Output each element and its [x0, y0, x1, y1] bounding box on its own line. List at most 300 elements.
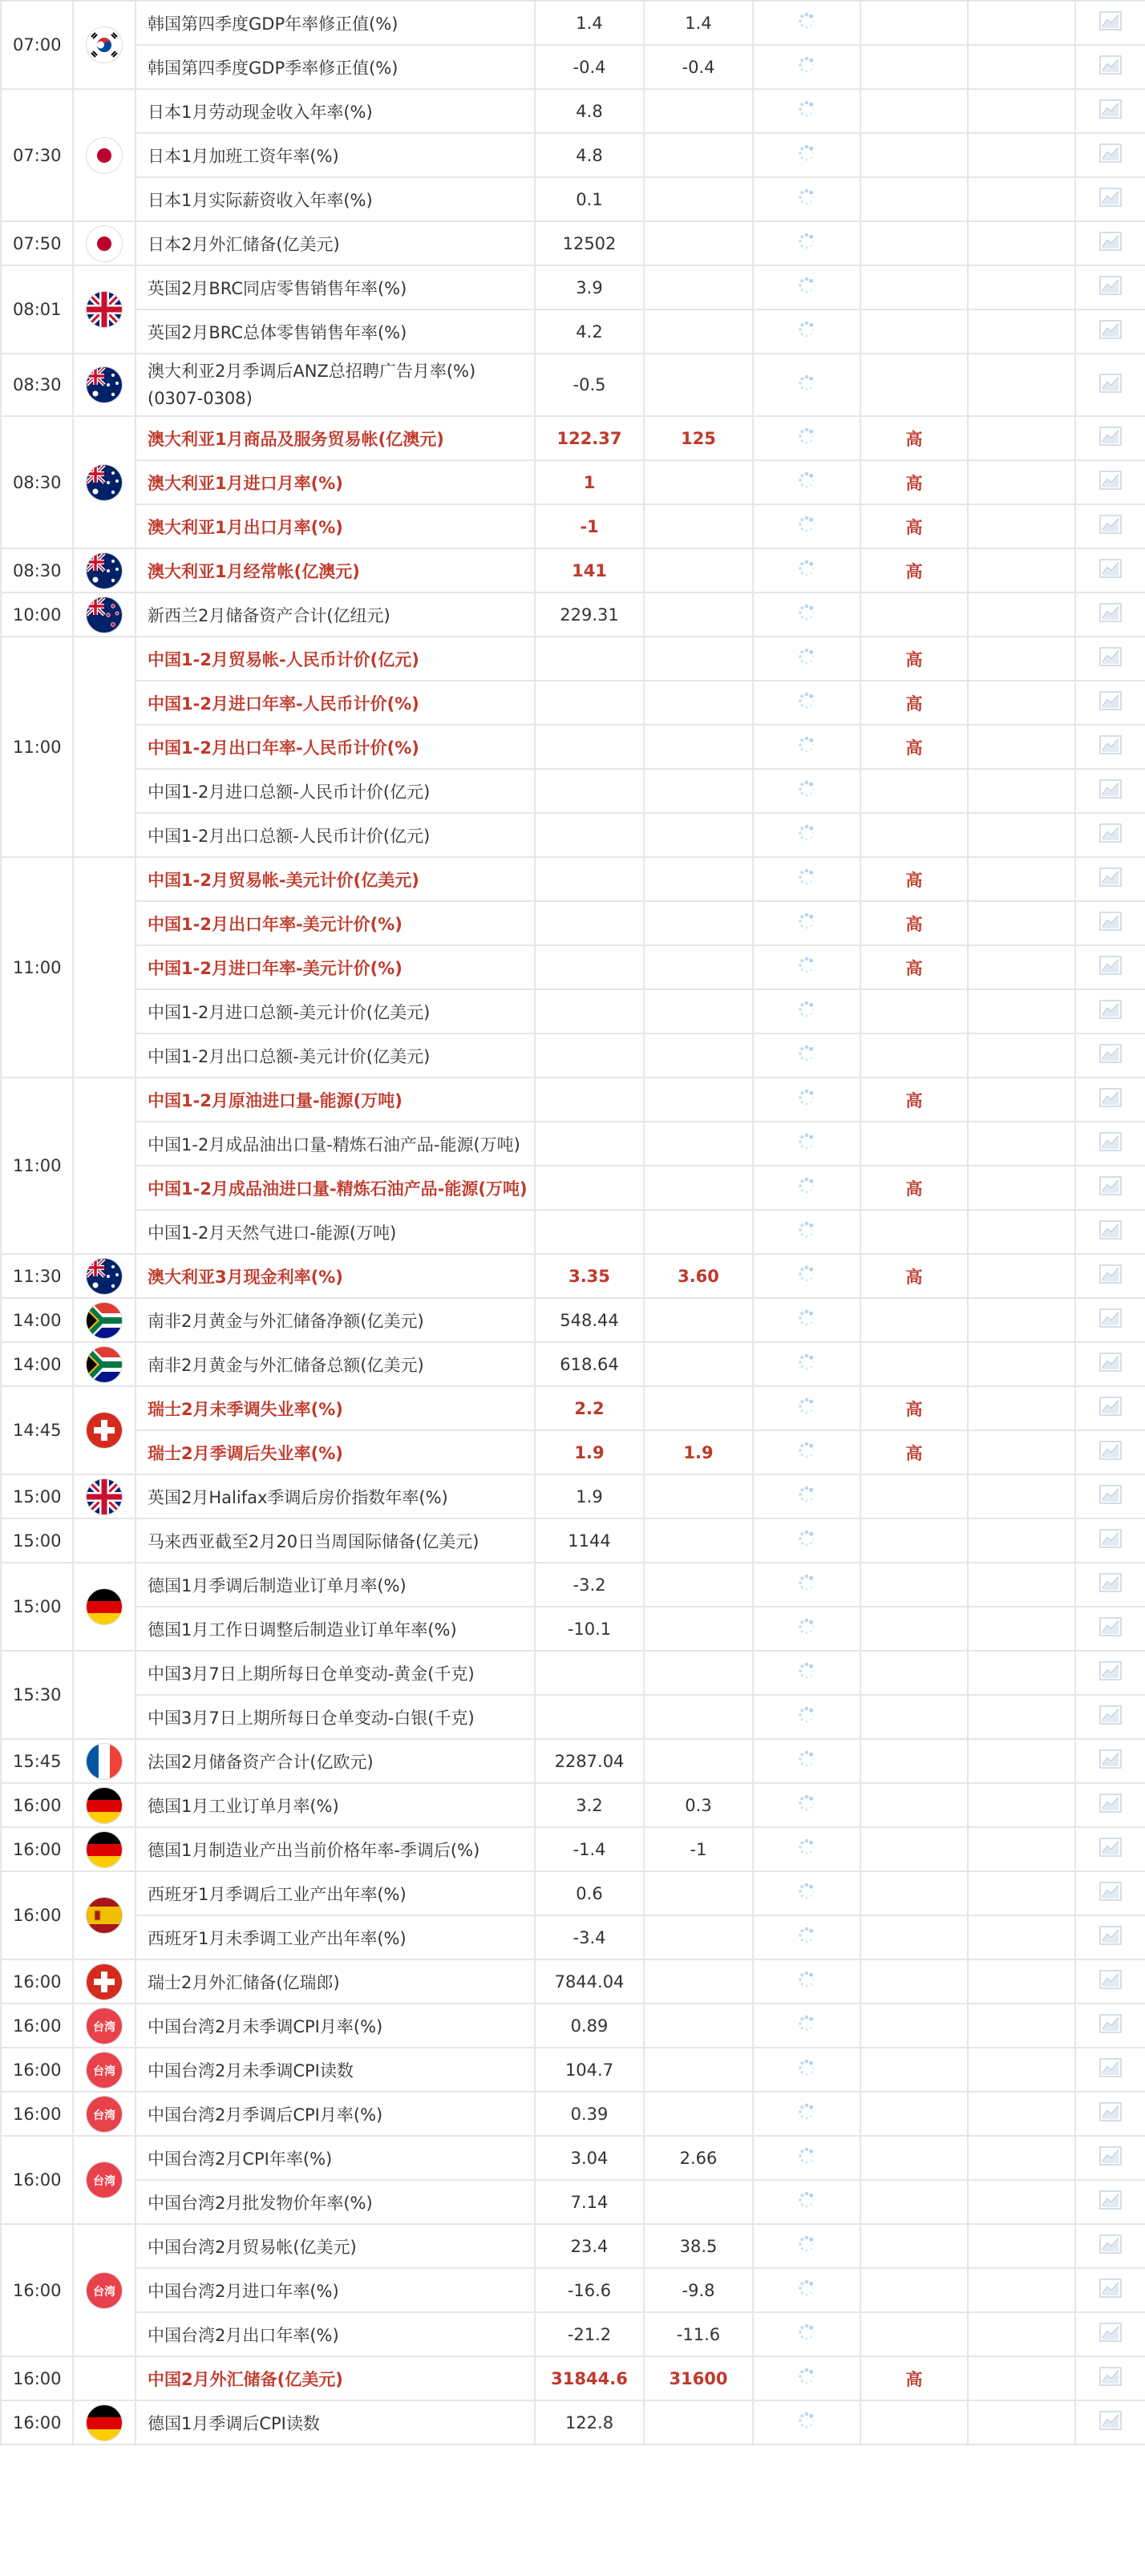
chart-icon[interactable]: [1099, 99, 1122, 123]
actual-value-cell: [753, 1695, 860, 1739]
event-name[interactable]: 中国1-2月出口总额-美元计价(亿美元): [136, 1033, 535, 1078]
table-row[interactable]: [1, 945, 1145, 989]
event-name[interactable]: 中国台湾2月季调后CPI月率(%): [136, 2092, 535, 2136]
event-name[interactable]: 中国1-2月贸易帐-人民币计价(亿元): [136, 637, 535, 681]
event-name[interactable]: 中国1-2月进口年率-美元计价(%): [136, 945, 535, 989]
australia-flag-icon: [87, 1259, 122, 1294]
country-flag-cell: [73, 1254, 136, 1298]
table-row[interactable]: [1, 1386, 1145, 1430]
table-row[interactable]: [1, 133, 1145, 177]
table-row[interactable]: [1, 2400, 1145, 2445]
loading-spinner-icon: [796, 2234, 817, 2259]
table-row[interactable]: [1, 681, 1145, 725]
table-row[interactable]: [1, 2048, 1145, 2092]
event-name[interactable]: 英国2月BRC总体零售销售年率(%): [136, 309, 535, 354]
chart-icon[interactable]: [1099, 2323, 1122, 2346]
chart-icon[interactable]: [1099, 1793, 1122, 1817]
table-row[interactable]: [1, 460, 1145, 504]
event-name[interactable]: 中国1-2月天然气进口-能源(万吨): [136, 1210, 535, 1254]
loading-spinner-icon: [796, 1837, 817, 1862]
event-name[interactable]: 中国1-2月出口年率-人民币计价(%): [136, 725, 535, 769]
chart-link-cell[interactable]: [1075, 2400, 1145, 2445]
event-name[interactable]: 中国台湾2月CPI年率(%): [136, 2136, 535, 2180]
chart-link-cell[interactable]: [1075, 637, 1145, 681]
table-row[interactable]: [1, 416, 1145, 460]
event-name[interactable]: 中国2月外汇储备(亿美元): [136, 2356, 535, 2400]
event-name[interactable]: 瑞士2月季调后失业率(%): [136, 1430, 535, 1474]
event-name[interactable]: 日本1月实际薪资收入年率(%): [136, 177, 535, 221]
chart-link-cell[interactable]: [1075, 354, 1145, 416]
table-row[interactable]: [1, 89, 1145, 133]
table-row[interactable]: [1, 1695, 1145, 1739]
chart-link-cell[interactable]: [1075, 989, 1145, 1033]
event-name[interactable]: 日本1月劳动现金收入年率(%): [136, 89, 535, 133]
chart-icon[interactable]: [1099, 559, 1122, 582]
chart-link-cell[interactable]: [1075, 681, 1145, 725]
chart-link-cell[interactable]: [1075, 1298, 1145, 1342]
table-row[interactable]: [1, 592, 1145, 637]
interpretation-cell: [968, 1651, 1075, 1695]
table-row[interactable]: [1, 1871, 1145, 1915]
event-name[interactable]: 德国1月制造业产出当前价格年率-季调后(%): [136, 1827, 535, 1871]
table-row[interactable]: [1, 901, 1145, 945]
table-row[interactable]: [1, 725, 1145, 769]
taiwan-flag-icon: [87, 2162, 122, 2198]
event-time: 15:30: [1, 1651, 73, 1739]
event-name[interactable]: 德国1月工作日调整后制造业订单年率(%): [136, 1607, 535, 1651]
table-row[interactable]: [1, 1, 1145, 45]
event-name[interactable]: 澳大利亚1月进口月率(%): [136, 460, 535, 504]
chart-link-cell[interactable]: [1075, 1519, 1145, 1563]
event-name[interactable]: 中国1-2月进口总额-人民币计价(亿元): [136, 769, 535, 813]
loading-spinner-icon: [796, 2101, 817, 2126]
chart-icon[interactable]: [1099, 867, 1122, 891]
chart-icon[interactable]: [1099, 1353, 1122, 1376]
event-name[interactable]: 德国1月工业订单月率(%): [136, 1783, 535, 1827]
country-flag-cell: [73, 1783, 136, 1827]
forecast-value: [644, 2048, 753, 2092]
chart-icon[interactable]: [1099, 276, 1122, 299]
country-flag-cell: [73, 2004, 136, 2048]
loading-spinner-icon: [796, 1484, 817, 1509]
previous-value: 1.9: [535, 1430, 644, 1474]
chart-link-cell[interactable]: [1075, 265, 1145, 309]
loading-spinner-icon: [796, 426, 817, 451]
chart-icon[interactable]: [1099, 2367, 1122, 2390]
importance-badge: [860, 989, 968, 1033]
chart-icon[interactable]: [1099, 1485, 1122, 1508]
event-name[interactable]: 中国台湾2月未季调CPI月率(%): [136, 2004, 535, 2048]
importance-badge: [860, 1, 968, 45]
event-name[interactable]: 英国2月Halifax季调后房价指数年率(%): [136, 1474, 535, 1519]
table-row[interactable]: [1, 2092, 1145, 2136]
event-name[interactable]: 中国3月7日上期所每日仓单变动-白银(千克): [136, 1695, 535, 1739]
table-row[interactable]: [1, 1827, 1145, 1871]
actual-value-cell: [753, 354, 860, 416]
table-row[interactable]: [1, 1078, 1145, 1122]
table-row[interactable]: [1, 2004, 1145, 2048]
chart-link-cell[interactable]: [1075, 813, 1145, 857]
chart-icon[interactable]: [1099, 2411, 1122, 2434]
chart-link-cell[interactable]: [1075, 2224, 1145, 2268]
chart-link-cell[interactable]: [1075, 133, 1145, 177]
chart-icon[interactable]: [1099, 232, 1122, 255]
chart-link-cell[interactable]: [1075, 460, 1145, 504]
table-row[interactable]: [1, 1033, 1145, 1078]
table-row[interactable]: [1, 2180, 1145, 2224]
event-time: 16:00: [1, 2400, 73, 2445]
chart-icon[interactable]: [1099, 1044, 1122, 1067]
event-name[interactable]: 中国1-2月出口年率-美元计价(%): [136, 901, 535, 945]
chart-icon[interactable]: [1099, 735, 1122, 758]
previous-value: 122.8: [535, 2400, 644, 2445]
chart-link-cell[interactable]: [1075, 1254, 1145, 1298]
event-name[interactable]: 南非2月黄金与外汇储备净额(亿美元): [136, 1298, 535, 1342]
event-name[interactable]: 新西兰2月储备资产合计(亿纽元): [136, 592, 535, 637]
chart-link-cell[interactable]: [1075, 1607, 1145, 1651]
chart-link-cell[interactable]: [1075, 1166, 1145, 1210]
chart-link-cell[interactable]: [1075, 1474, 1145, 1519]
chart-link-cell[interactable]: [1075, 1959, 1145, 2004]
chart-icon[interactable]: [1099, 647, 1122, 670]
forecast-value: 125: [644, 416, 753, 460]
table-row[interactable]: [1, 548, 1145, 592]
chart-link-cell[interactable]: [1075, 769, 1145, 813]
event-name[interactable]: 中国3月7日上期所每日仓单变动-黄金(千克): [136, 1651, 535, 1695]
importance-badge: 高: [860, 945, 968, 989]
table-row[interactable]: [1, 1166, 1145, 1210]
event-name[interactable]: 中国台湾2月贸易帐(亿美元): [136, 2224, 535, 2268]
table-row[interactable]: [1, 1651, 1145, 1695]
chart-icon[interactable]: [1099, 956, 1122, 979]
loading-spinner-icon: [796, 2057, 817, 2082]
forecast-value: 31600: [644, 2356, 753, 2400]
previous-value: 0.1: [535, 177, 644, 221]
actual-value-cell: [753, 416, 860, 460]
chart-link-cell[interactable]: [1075, 725, 1145, 769]
interpretation-cell: [968, 2180, 1075, 2224]
forecast-value: [644, 945, 753, 989]
forecast-value: [644, 637, 753, 681]
chart-icon[interactable]: [1099, 1926, 1122, 1949]
uk-flag-icon: [87, 292, 122, 327]
chart-icon[interactable]: [1099, 1441, 1122, 1464]
table-row[interactable]: [1, 1519, 1145, 1563]
chart-link-cell[interactable]: [1075, 1210, 1145, 1254]
forecast-value: [644, 1386, 753, 1430]
chart-icon[interactable]: [1099, 1529, 1122, 1552]
interpretation-cell: [968, 2224, 1075, 2268]
chart-icon[interactable]: [1099, 1882, 1122, 1905]
importance-badge: 高: [860, 725, 968, 769]
importance-badge: [860, 133, 968, 177]
event-name[interactable]: 韩国第四季度GDP年率修正值(%): [136, 1, 535, 45]
actual-value-cell: [753, 1166, 860, 1210]
chart-icon[interactable]: [1099, 11, 1122, 34]
chart-link-cell[interactable]: [1075, 1827, 1145, 1871]
event-name[interactable]: 澳大利亚3月现金利率(%): [136, 1254, 535, 1298]
germany-flag-icon: [87, 1788, 122, 1823]
chart-icon[interactable]: [1099, 2102, 1122, 2125]
event-name[interactable]: 中国台湾2月进口年率(%): [136, 2268, 535, 2312]
table-row[interactable]: [1, 504, 1145, 548]
table-row[interactable]: [1, 2312, 1145, 2356]
chart-link-cell[interactable]: [1075, 901, 1145, 945]
table-row[interactable]: [1, 177, 1145, 221]
table-row[interactable]: [1, 1122, 1145, 1166]
chart-icon[interactable]: [1099, 691, 1122, 714]
chart-link-cell[interactable]: [1075, 177, 1145, 221]
event-name[interactable]: 瑞士2月外汇储备(亿瑞郎): [136, 1959, 535, 2004]
previous-value: [535, 1166, 644, 1210]
uk-flag-icon: [87, 1479, 122, 1514]
chart-icon[interactable]: [1099, 1617, 1122, 1640]
chart-icon[interactable]: [1099, 1264, 1122, 1288]
interpretation-cell: [968, 265, 1075, 309]
chart-link-cell[interactable]: [1075, 504, 1145, 548]
chart-link-cell[interactable]: [1075, 1739, 1145, 1783]
event-name[interactable]: 英国2月BRC同店零售销售年率(%): [136, 265, 535, 309]
chart-link-cell[interactable]: [1075, 592, 1145, 637]
event-name[interactable]: 德国1月季调后CPI读数: [136, 2400, 535, 2445]
chart-link-cell[interactable]: [1075, 2048, 1145, 2092]
table-row[interactable]: [1, 2224, 1145, 2268]
event-time: 10:00: [1, 592, 73, 637]
actual-value-cell: [753, 1, 860, 45]
table-row[interactable]: [1, 989, 1145, 1033]
previous-value: 31844.6: [535, 2356, 644, 2400]
actual-value-cell: [753, 45, 860, 89]
chart-link-cell[interactable]: [1075, 857, 1145, 901]
chart-icon[interactable]: [1099, 603, 1122, 626]
table-row[interactable]: [1, 1783, 1145, 1827]
event-name[interactable]: 中国1-2月成品油出口量-精炼石油产品-能源(万吨): [136, 1122, 535, 1166]
table-row[interactable]: [1, 1474, 1145, 1519]
taiwan-flag-icon: [87, 2097, 122, 2132]
chart-icon[interactable]: [1099, 374, 1122, 397]
forecast-value: [644, 1474, 753, 1519]
event-name[interactable]: 中国1-2月出口总额-人民币计价(亿元): [136, 813, 535, 857]
table-row[interactable]: [1, 769, 1145, 813]
country-flag-cell: [73, 1386, 136, 1474]
chart-icon[interactable]: [1099, 1970, 1122, 1993]
chart-icon[interactable]: [1099, 1220, 1122, 1244]
table-row[interactable]: [1, 1739, 1145, 1783]
chart-link-cell[interactable]: [1075, 945, 1145, 989]
chart-icon[interactable]: [1099, 2190, 1122, 2214]
table-row[interactable]: [1, 2356, 1145, 2400]
chart-link-cell[interactable]: [1075, 1695, 1145, 1739]
table-row[interactable]: [1, 354, 1145, 416]
table-row[interactable]: [1, 45, 1145, 89]
chart-icon[interactable]: [1099, 1661, 1122, 1684]
country-flag-cell: [73, 1519, 136, 1563]
loading-spinner-icon: [796, 2190, 817, 2214]
table-row[interactable]: [1, 1430, 1145, 1474]
chart-icon[interactable]: [1099, 912, 1122, 935]
event-name[interactable]: 澳大利亚1月出口月率(%): [136, 504, 535, 548]
chart-link-cell[interactable]: [1075, 1871, 1145, 1915]
chart-link-cell[interactable]: [1075, 1783, 1145, 1827]
chart-link-cell[interactable]: [1075, 2004, 1145, 2048]
loading-spinner-icon: [796, 1528, 817, 1553]
chart-icon[interactable]: [1099, 2014, 1122, 2037]
loading-spinner-icon: [796, 1396, 817, 1421]
chart-link-cell[interactable]: [1075, 2136, 1145, 2180]
previous-value: 7.14: [535, 2180, 644, 2224]
table-row[interactable]: [1, 1915, 1145, 1959]
event-name[interactable]: 西班牙1月未季调工业产出年率(%): [136, 1915, 535, 1959]
event-time: 11:00: [1, 1078, 73, 1254]
previous-value: 104.7: [535, 2048, 644, 2092]
chart-icon[interactable]: [1099, 55, 1122, 79]
event-name[interactable]: 中国台湾2月未季调CPI读数: [136, 2048, 535, 2092]
forecast-value: [644, 592, 753, 637]
chart-icon[interactable]: [1099, 1308, 1122, 1332]
chart-icon[interactable]: [1099, 144, 1122, 167]
table-row[interactable]: [1, 637, 1145, 681]
chart-icon[interactable]: [1099, 471, 1122, 494]
chart-icon[interactable]: [1099, 1573, 1122, 1596]
chart-icon[interactable]: [1099, 1000, 1122, 1023]
chart-link-cell[interactable]: [1075, 2268, 1145, 2312]
chart-icon[interactable]: [1099, 188, 1122, 211]
chart-link-cell[interactable]: [1075, 1078, 1145, 1122]
event-name[interactable]: 中国1-2月原油进口量-能源(万吨): [136, 1078, 535, 1122]
chart-link-cell[interactable]: [1075, 416, 1145, 460]
event-name[interactable]: 澳大利亚1月商品及服务贸易帐(亿澳元): [136, 416, 535, 460]
japan-flag-icon: [87, 138, 122, 173]
chart-link-cell[interactable]: [1075, 2180, 1145, 2224]
chart-icon[interactable]: [1099, 1705, 1122, 1729]
table-row[interactable]: [1, 1254, 1145, 1298]
chart-link-cell[interactable]: [1075, 1430, 1145, 1474]
table-row[interactable]: [1, 1607, 1145, 1651]
chart-link-cell[interactable]: [1075, 2092, 1145, 2136]
event-name[interactable]: 日本1月加班工资年率(%): [136, 133, 535, 177]
chart-link-cell[interactable]: [1075, 89, 1145, 133]
chart-icon[interactable]: [1099, 1132, 1122, 1155]
chart-icon[interactable]: [1099, 1397, 1122, 1420]
event-name[interactable]: 日本2月外汇储备(亿美元): [136, 221, 535, 265]
forecast-value: [644, 2180, 753, 2224]
chart-icon[interactable]: [1099, 2279, 1122, 2302]
event-time: 14:00: [1, 1342, 73, 1386]
chart-link-cell[interactable]: [1075, 1033, 1145, 1078]
chart-link-cell[interactable]: [1075, 221, 1145, 265]
event-name[interactable]: 德国1月季调后制造业订单月率(%): [136, 1563, 535, 1607]
importance-badge: [860, 1959, 968, 2004]
event-name[interactable]: 中国1-2月进口总额-美元计价(亿美元): [136, 989, 535, 1033]
forecast-value: [644, 769, 753, 813]
table-row[interactable]: [1, 1210, 1145, 1254]
interpretation-cell: [968, 354, 1075, 416]
event-name[interactable]: 法国2月储备资产合计(亿欧元): [136, 1739, 535, 1783]
chart-link-cell[interactable]: [1075, 1, 1145, 45]
previous-value: 1: [535, 460, 644, 504]
chart-link-cell[interactable]: [1075, 309, 1145, 354]
table-row[interactable]: [1, 1342, 1145, 1386]
event-name[interactable]: 中国1-2月进口年率-人民币计价(%): [136, 681, 535, 725]
actual-value-cell: [753, 857, 860, 901]
chart-icon[interactable]: [1099, 320, 1122, 343]
interpretation-cell: [968, 1342, 1075, 1386]
actual-value-cell: [753, 1915, 860, 1959]
chart-link-cell[interactable]: [1075, 548, 1145, 592]
forecast-value: [644, 354, 753, 416]
event-name[interactable]: 南非2月黄金与外汇储备总额(亿美元): [136, 1342, 535, 1386]
interpretation-cell: [968, 548, 1075, 592]
chart-link-cell[interactable]: [1075, 2312, 1145, 2356]
table-row[interactable]: [1, 1959, 1145, 2004]
actual-value-cell: [753, 681, 860, 725]
chart-link-cell[interactable]: [1075, 1915, 1145, 1959]
importance-badge: [860, 1474, 968, 1519]
table-row[interactable]: [1, 1298, 1145, 1342]
chart-link-cell[interactable]: [1075, 45, 1145, 89]
forecast-value: [644, 1871, 753, 1915]
table-row[interactable]: [1, 2136, 1145, 2180]
chart-icon[interactable]: [1099, 779, 1122, 803]
table-row[interactable]: [1, 1563, 1145, 1607]
chart-icon[interactable]: [1099, 1749, 1122, 1773]
table-row[interactable]: [1, 221, 1145, 265]
loading-spinner-icon: [796, 911, 817, 936]
chart-link-cell[interactable]: [1075, 2356, 1145, 2400]
interpretation-cell: [968, 1607, 1075, 1651]
chart-link-cell[interactable]: [1075, 1386, 1145, 1430]
chart-icon[interactable]: [1099, 2234, 1122, 2258]
chart-icon[interactable]: [1099, 1176, 1122, 1199]
importance-badge: 高: [860, 1254, 968, 1298]
event-name[interactable]: 中国1-2月成品油进口量-精炼石油产品-能源(万吨): [136, 1166, 535, 1210]
event-name[interactable]: 中国台湾2月批发物价年率(%): [136, 2180, 535, 2224]
forecast-value: 3.60: [644, 1254, 753, 1298]
event-name[interactable]: 中国1-2月贸易帐-美元计价(亿美元): [136, 857, 535, 901]
event-name[interactable]: 澳大利亚2月季调后ANZ总招聘广告月率(%)(0307-0308): [136, 354, 535, 416]
event-name[interactable]: 中国台湾2月出口年率(%): [136, 2312, 535, 2356]
event-time: 08:01: [1, 265, 73, 354]
event-name[interactable]: 西班牙1月季调后工业产出年率(%): [136, 1871, 535, 1915]
chart-icon[interactable]: [1099, 1088, 1122, 1111]
chart-link-cell[interactable]: [1075, 1651, 1145, 1695]
event-name[interactable]: 韩国第四季度GDP季率修正值(%): [136, 45, 535, 89]
interpretation-cell: [968, 1033, 1075, 1078]
table-row[interactable]: [1, 813, 1145, 857]
chart-icon[interactable]: [1099, 2146, 1122, 2170]
chart-icon[interactable]: [1099, 2058, 1122, 2081]
table-row[interactable]: [1, 309, 1145, 354]
table-row[interactable]: [1, 2268, 1145, 2312]
table-row[interactable]: [1, 857, 1145, 901]
event-name[interactable]: 澳大利亚1月经常帐(亿澳元): [136, 548, 535, 592]
table-row[interactable]: [1, 265, 1145, 309]
chart-icon[interactable]: [1099, 1838, 1122, 1861]
country-flag-cell: [73, 2048, 136, 2092]
previous-value: 4.2: [535, 309, 644, 354]
interpretation-cell: [968, 1, 1075, 45]
chart-link-cell[interactable]: [1075, 1563, 1145, 1607]
event-name[interactable]: 瑞士2月未季调失业率(%): [136, 1386, 535, 1430]
chart-link-cell[interactable]: [1075, 1122, 1145, 1166]
interpretation-cell: [968, 460, 1075, 504]
chart-icon[interactable]: [1099, 823, 1122, 847]
forecast-value: [644, 1695, 753, 1739]
chart-icon[interactable]: [1099, 515, 1122, 538]
event-name[interactable]: 马来西亚截至2月20日当周国际储备(亿美元): [136, 1519, 535, 1563]
chart-link-cell[interactable]: [1075, 1342, 1145, 1386]
chart-icon[interactable]: [1099, 427, 1122, 450]
